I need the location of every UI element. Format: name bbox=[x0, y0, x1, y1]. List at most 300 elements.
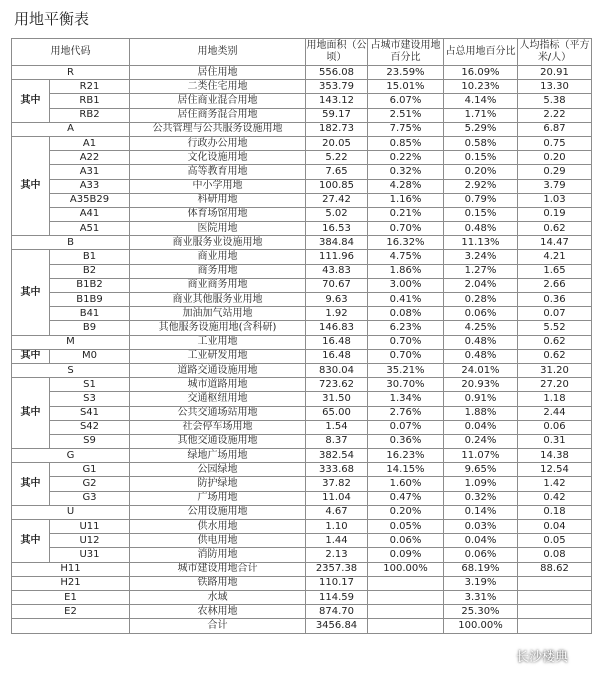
cell-area: 1.44 bbox=[306, 534, 368, 548]
cell-code: G3 bbox=[50, 491, 130, 505]
table-row bbox=[12, 293, 592, 307]
cell-pct-total: 0.58% bbox=[444, 136, 518, 150]
cell-per-capita: 4.21 bbox=[518, 250, 592, 264]
cell-pct-build: 4.28% bbox=[368, 179, 444, 193]
cell-category: 合计 bbox=[130, 619, 306, 633]
cell-pct-build: 4.75% bbox=[368, 250, 444, 264]
cell-code: S41 bbox=[50, 406, 130, 420]
cell-category: 防护绿地 bbox=[130, 477, 306, 491]
table-row bbox=[12, 548, 592, 562]
cell-code: S3 bbox=[50, 392, 130, 406]
cell-pct-build: 0.08% bbox=[368, 307, 444, 321]
cell-code: R21 bbox=[50, 80, 130, 94]
cell-pct-build: 0.09% bbox=[368, 548, 444, 562]
cell-area: 353.79 bbox=[306, 80, 368, 94]
cell-area: 3456.84 bbox=[306, 619, 368, 633]
cell-category: 公园绿地 bbox=[130, 463, 306, 477]
table-row bbox=[12, 151, 592, 165]
cell-area: 100.85 bbox=[306, 179, 368, 193]
table-row bbox=[12, 165, 592, 179]
cell-pct-build bbox=[368, 576, 444, 590]
cell-code: A1 bbox=[50, 136, 130, 150]
table-row bbox=[12, 463, 592, 477]
table-row bbox=[12, 378, 592, 392]
cell-pct-total: 1.09% bbox=[444, 477, 518, 491]
cell-code: RB1 bbox=[50, 94, 130, 108]
cell-pct-build: 23.59% bbox=[368, 66, 444, 80]
cell-area: 9.63 bbox=[306, 293, 368, 307]
cell-pct-total: 0.32% bbox=[444, 491, 518, 505]
cell-pct-build: 16.23% bbox=[368, 449, 444, 463]
cell-code: R bbox=[12, 66, 130, 80]
cell-per-capita: 13.30 bbox=[518, 80, 592, 94]
cell-category: 商业服务业设施用地 bbox=[130, 236, 306, 250]
header-code: 用地代码 bbox=[12, 39, 130, 66]
group-label: 其中 bbox=[12, 80, 50, 123]
cell-pct-build: 0.85% bbox=[368, 136, 444, 150]
table-row bbox=[12, 491, 592, 505]
cell-pct-build: 7.75% bbox=[368, 122, 444, 136]
cell-pct-total: 0.15% bbox=[444, 207, 518, 221]
cell-area: 4.67 bbox=[306, 505, 368, 519]
table-row bbox=[12, 122, 592, 136]
cell-area: 2.13 bbox=[306, 548, 368, 562]
cell-pct-total: 2.92% bbox=[444, 179, 518, 193]
cell-pct-build: 2.76% bbox=[368, 406, 444, 420]
cell-per-capita: 0.36 bbox=[518, 293, 592, 307]
cell-per-capita: 12.54 bbox=[518, 463, 592, 477]
cell-pct-total: 0.48% bbox=[444, 222, 518, 236]
cell-pct-build: 0.70% bbox=[368, 349, 444, 363]
cell-category: 高等教育用地 bbox=[130, 165, 306, 179]
cell-category: 道路交通设施用地 bbox=[130, 363, 306, 377]
cell-per-capita: 2.66 bbox=[518, 278, 592, 292]
cell-per-capita: 88.62 bbox=[518, 562, 592, 576]
cell-area: 7.65 bbox=[306, 165, 368, 179]
cell-pct-total: 0.48% bbox=[444, 349, 518, 363]
cell-pct-total: 3.31% bbox=[444, 590, 518, 604]
cell-code: B1B2 bbox=[50, 278, 130, 292]
cell-pct-build bbox=[368, 619, 444, 633]
cell-per-capita: 0.07 bbox=[518, 307, 592, 321]
cell-area: 27.42 bbox=[306, 193, 368, 207]
cell-category: 公共交通场站用地 bbox=[130, 406, 306, 420]
cell-category: 工业研发用地 bbox=[130, 349, 306, 363]
cell-category: 商业商务用地 bbox=[130, 278, 306, 292]
table-row bbox=[12, 80, 592, 94]
cell-code: U12 bbox=[50, 534, 130, 548]
cell-per-capita: 27.20 bbox=[518, 378, 592, 392]
cell-area: 1.54 bbox=[306, 420, 368, 434]
table-row bbox=[12, 193, 592, 207]
cell-area: 114.59 bbox=[306, 590, 368, 604]
watermark-text: 长沙楼典 bbox=[515, 650, 568, 665]
cell-pct-build: 35.21% bbox=[368, 363, 444, 377]
cell-pct-build: 2.51% bbox=[368, 108, 444, 122]
cell-pct-build: 16.32% bbox=[368, 236, 444, 250]
cell-category: 工业用地 bbox=[130, 335, 306, 349]
group-label: 其中 bbox=[12, 349, 50, 363]
cell-pct-total: 0.79% bbox=[444, 193, 518, 207]
cell-pct-total: 11.07% bbox=[444, 449, 518, 463]
cell-pct-build: 6.07% bbox=[368, 94, 444, 108]
cell-category: 中小学用地 bbox=[130, 179, 306, 193]
cell-per-capita: 0.62 bbox=[518, 349, 592, 363]
cell-per-capita: 6.87 bbox=[518, 122, 592, 136]
page-title: 用地平衡表 bbox=[14, 10, 90, 28]
table-row bbox=[12, 264, 592, 278]
cell-pct-total: 0.28% bbox=[444, 293, 518, 307]
cell-code: H11 bbox=[12, 562, 130, 576]
cell-code: E1 bbox=[12, 590, 130, 604]
cell-area: 37.82 bbox=[306, 477, 368, 491]
cell-pct-build: 0.22% bbox=[368, 151, 444, 165]
cell-category: 广场用地 bbox=[130, 491, 306, 505]
cell-area: 31.50 bbox=[306, 392, 368, 406]
cell-code: B1B9 bbox=[50, 293, 130, 307]
cell-pct-build: 0.21% bbox=[368, 207, 444, 221]
cell-pct-build bbox=[368, 590, 444, 604]
cell-pct-build: 30.70% bbox=[368, 378, 444, 392]
cell-pct-build: 1.34% bbox=[368, 392, 444, 406]
cell-area: 11.04 bbox=[306, 491, 368, 505]
header-category: 用地类别 bbox=[130, 39, 306, 66]
cell-per-capita: 0.62 bbox=[518, 222, 592, 236]
cell-category: 商业其他服务业用地 bbox=[130, 293, 306, 307]
cell-category: 水域 bbox=[130, 590, 306, 604]
table-row bbox=[12, 321, 592, 335]
cell-area: 556.08 bbox=[306, 66, 368, 80]
cell-per-capita: 31.20 bbox=[518, 363, 592, 377]
cell-category: 文化设施用地 bbox=[130, 151, 306, 165]
cell-area: 874.70 bbox=[306, 605, 368, 619]
cell-category: 城市道路用地 bbox=[130, 378, 306, 392]
table-row bbox=[12, 619, 592, 633]
cell-code: S1 bbox=[50, 378, 130, 392]
cell-area: 830.04 bbox=[306, 363, 368, 377]
cell-code: U bbox=[12, 505, 130, 519]
table-row bbox=[12, 363, 592, 377]
cell-pct-build: 0.07% bbox=[368, 420, 444, 434]
table-header-row bbox=[12, 39, 592, 66]
cell-category: 体育场馆用地 bbox=[130, 207, 306, 221]
cell-per-capita: 5.52 bbox=[518, 321, 592, 335]
cell-area: 384.84 bbox=[306, 236, 368, 250]
table-row bbox=[12, 222, 592, 236]
cell-pct-total: 1.71% bbox=[444, 108, 518, 122]
cell-code bbox=[12, 619, 130, 633]
cell-code: G1 bbox=[50, 463, 130, 477]
table-row bbox=[12, 605, 592, 619]
cell-code: S bbox=[12, 363, 130, 377]
cell-area: 65.00 bbox=[306, 406, 368, 420]
cell-code: A31 bbox=[50, 165, 130, 179]
cell-category: 供电用地 bbox=[130, 534, 306, 548]
table-row bbox=[12, 449, 592, 463]
cell-area: 43.83 bbox=[306, 264, 368, 278]
cell-category: 居住用地 bbox=[130, 66, 306, 80]
cell-area: 16.48 bbox=[306, 349, 368, 363]
cell-area: 5.22 bbox=[306, 151, 368, 165]
table-body bbox=[12, 39, 592, 634]
cell-pct-build: 0.70% bbox=[368, 335, 444, 349]
cell-pct-total: 0.06% bbox=[444, 307, 518, 321]
cell-area: 333.68 bbox=[306, 463, 368, 477]
cell-area: 5.02 bbox=[306, 207, 368, 221]
group-label: 其中 bbox=[12, 463, 50, 506]
cell-category: 绿地广场用地 bbox=[130, 449, 306, 463]
cell-category: 二类住宅用地 bbox=[130, 80, 306, 94]
cell-pct-build: 3.00% bbox=[368, 278, 444, 292]
cell-per-capita: 3.79 bbox=[518, 179, 592, 193]
cell-per-capita: 5.38 bbox=[518, 94, 592, 108]
cell-per-capita: 0.20 bbox=[518, 151, 592, 165]
cell-per-capita: 14.38 bbox=[518, 449, 592, 463]
cell-code: B41 bbox=[50, 307, 130, 321]
group-label: 其中 bbox=[12, 378, 50, 449]
cell-pct-total: 100.00% bbox=[444, 619, 518, 633]
cell-category: 公共管理与公共服务设施用地 bbox=[130, 122, 306, 136]
cell-area: 111.96 bbox=[306, 250, 368, 264]
cell-pct-build: 0.32% bbox=[368, 165, 444, 179]
cell-per-capita: 0.19 bbox=[518, 207, 592, 221]
table-row bbox=[12, 136, 592, 150]
cell-pct-total: 9.65% bbox=[444, 463, 518, 477]
table-row bbox=[12, 236, 592, 250]
cell-pct-total: 2.04% bbox=[444, 278, 518, 292]
table-row bbox=[12, 335, 592, 349]
table-row bbox=[12, 349, 592, 363]
cell-per-capita bbox=[518, 590, 592, 604]
cell-category: 铁路用地 bbox=[130, 576, 306, 590]
header-area: 用地面积（公顷） bbox=[306, 39, 368, 66]
cell-per-capita: 0.29 bbox=[518, 165, 592, 179]
cell-code: RB2 bbox=[50, 108, 130, 122]
cell-pct-build: 0.20% bbox=[368, 505, 444, 519]
cell-per-capita: 0.04 bbox=[518, 520, 592, 534]
cell-category: 商业用地 bbox=[130, 250, 306, 264]
cell-per-capita: 0.75 bbox=[518, 136, 592, 150]
cell-area: 723.62 bbox=[306, 378, 368, 392]
cell-category: 医院用地 bbox=[130, 222, 306, 236]
cell-pct-total: 0.03% bbox=[444, 520, 518, 534]
cell-code: A bbox=[12, 122, 130, 136]
cell-per-capita: 0.42 bbox=[518, 491, 592, 505]
cell-pct-total: 3.19% bbox=[444, 576, 518, 590]
cell-area: 143.12 bbox=[306, 94, 368, 108]
table-row bbox=[12, 477, 592, 491]
group-label: 其中 bbox=[12, 136, 50, 235]
cell-pct-total: 0.91% bbox=[444, 392, 518, 406]
table-row bbox=[12, 307, 592, 321]
cell-area: 1.10 bbox=[306, 520, 368, 534]
cell-code: G2 bbox=[50, 477, 130, 491]
cell-pct-total: 0.14% bbox=[444, 505, 518, 519]
table-row bbox=[12, 108, 592, 122]
land-use-balance-table bbox=[11, 38, 592, 634]
cell-code: U11 bbox=[50, 520, 130, 534]
cell-area: 16.53 bbox=[306, 222, 368, 236]
cell-pct-build: 0.41% bbox=[368, 293, 444, 307]
cell-code: H21 bbox=[12, 576, 130, 590]
cell-per-capita: 0.31 bbox=[518, 434, 592, 448]
table-row bbox=[12, 66, 592, 80]
cell-pct-total: 25.30% bbox=[444, 605, 518, 619]
cell-per-capita: 0.08 bbox=[518, 548, 592, 562]
cell-category: 居住商务混合用地 bbox=[130, 108, 306, 122]
table-row bbox=[12, 434, 592, 448]
cell-pct-total: 16.09% bbox=[444, 66, 518, 80]
cell-pct-build: 1.60% bbox=[368, 477, 444, 491]
cell-code: M bbox=[12, 335, 130, 349]
header-pct-build: 占城市建设用地百分比 bbox=[368, 39, 444, 66]
group-label: 其中 bbox=[12, 520, 50, 563]
table-row bbox=[12, 207, 592, 221]
cell-code: A51 bbox=[50, 222, 130, 236]
cell-per-capita: 0.05 bbox=[518, 534, 592, 548]
cell-category: 社会停车场用地 bbox=[130, 420, 306, 434]
header-pct-total: 占总用地百分比 bbox=[444, 39, 518, 66]
cell-pct-total: 24.01% bbox=[444, 363, 518, 377]
cell-code: A33 bbox=[50, 179, 130, 193]
cell-pct-build: 0.06% bbox=[368, 534, 444, 548]
cell-pct-total: 0.15% bbox=[444, 151, 518, 165]
cell-per-capita: 2.44 bbox=[518, 406, 592, 420]
cell-pct-build: 0.70% bbox=[368, 222, 444, 236]
cell-pct-build: 6.23% bbox=[368, 321, 444, 335]
cell-category: 加油加气站用地 bbox=[130, 307, 306, 321]
cell-code: G bbox=[12, 449, 130, 463]
cell-pct-total: 0.04% bbox=[444, 534, 518, 548]
cell-pct-total: 4.14% bbox=[444, 94, 518, 108]
cell-pct-build: 15.01% bbox=[368, 80, 444, 94]
cell-category: 农林用地 bbox=[130, 605, 306, 619]
cell-pct-total: 5.29% bbox=[444, 122, 518, 136]
cell-code: S42 bbox=[50, 420, 130, 434]
table-row bbox=[12, 576, 592, 590]
cell-pct-total: 1.88% bbox=[444, 406, 518, 420]
table-row bbox=[12, 179, 592, 193]
cell-per-capita: 20.91 bbox=[518, 66, 592, 80]
cell-code: A35B29 bbox=[50, 193, 130, 207]
table-row bbox=[12, 520, 592, 534]
cell-code: B2 bbox=[50, 264, 130, 278]
cell-area: 59.17 bbox=[306, 108, 368, 122]
cell-per-capita: 1.42 bbox=[518, 477, 592, 491]
table-row bbox=[12, 590, 592, 604]
table-row bbox=[12, 420, 592, 434]
cell-code: S9 bbox=[50, 434, 130, 448]
cell-code: E2 bbox=[12, 605, 130, 619]
cell-area: 70.67 bbox=[306, 278, 368, 292]
cell-per-capita: 0.18 bbox=[518, 505, 592, 519]
cell-pct-build: 0.47% bbox=[368, 491, 444, 505]
table-row bbox=[12, 392, 592, 406]
cell-pct-total: 68.19% bbox=[444, 562, 518, 576]
header-per-capita: 人均指标（平方米/人） bbox=[518, 39, 592, 66]
cell-pct-total: 4.25% bbox=[444, 321, 518, 335]
cell-per-capita bbox=[518, 619, 592, 633]
cell-code: A41 bbox=[50, 207, 130, 221]
cell-area: 110.17 bbox=[306, 576, 368, 590]
cell-area: 182.73 bbox=[306, 122, 368, 136]
cell-pct-build bbox=[368, 605, 444, 619]
wechat-icon bbox=[494, 649, 512, 663]
cell-area: 8.37 bbox=[306, 434, 368, 448]
watermark bbox=[494, 646, 568, 665]
cell-code: A22 bbox=[50, 151, 130, 165]
cell-category: 供水用地 bbox=[130, 520, 306, 534]
cell-area: 146.83 bbox=[306, 321, 368, 335]
cell-pct-total: 0.20% bbox=[444, 165, 518, 179]
cell-area: 16.48 bbox=[306, 335, 368, 349]
cell-per-capita: 14.47 bbox=[518, 236, 592, 250]
cell-area: 20.05 bbox=[306, 136, 368, 150]
table-row bbox=[12, 94, 592, 108]
cell-pct-total: 0.48% bbox=[444, 335, 518, 349]
cell-pct-build: 1.86% bbox=[368, 264, 444, 278]
cell-area: 382.54 bbox=[306, 449, 368, 463]
cell-category: 科研用地 bbox=[130, 193, 306, 207]
cell-code: U31 bbox=[50, 548, 130, 562]
table-row bbox=[12, 406, 592, 420]
cell-category: 其他交通设施用地 bbox=[130, 434, 306, 448]
table-row bbox=[12, 278, 592, 292]
cell-per-capita: 0.62 bbox=[518, 335, 592, 349]
table-row bbox=[12, 534, 592, 548]
cell-category: 其他服务设施用地(含科研) bbox=[130, 321, 306, 335]
cell-per-capita: 2.22 bbox=[518, 108, 592, 122]
cell-code: B1 bbox=[50, 250, 130, 264]
cell-pct-build: 1.16% bbox=[368, 193, 444, 207]
cell-category: 商务用地 bbox=[130, 264, 306, 278]
cell-pct-total: 1.27% bbox=[444, 264, 518, 278]
cell-pct-total: 11.13% bbox=[444, 236, 518, 250]
group-label: 其中 bbox=[12, 250, 50, 335]
cell-pct-total: 0.24% bbox=[444, 434, 518, 448]
cell-pct-total: 0.06% bbox=[444, 548, 518, 562]
cell-code: B9 bbox=[50, 321, 130, 335]
cell-code: B bbox=[12, 236, 130, 250]
cell-category: 消防用地 bbox=[130, 548, 306, 562]
cell-pct-build: 0.36% bbox=[368, 434, 444, 448]
cell-pct-total: 10.23% bbox=[444, 80, 518, 94]
cell-pct-total: 3.24% bbox=[444, 250, 518, 264]
cell-category: 城市建设用地合计 bbox=[130, 562, 306, 576]
cell-category: 交通枢纽用地 bbox=[130, 392, 306, 406]
cell-per-capita bbox=[518, 576, 592, 590]
cell-per-capita: 1.18 bbox=[518, 392, 592, 406]
cell-per-capita: 1.65 bbox=[518, 264, 592, 278]
cell-per-capita: 0.06 bbox=[518, 420, 592, 434]
cell-pct-total: 20.93% bbox=[444, 378, 518, 392]
cell-category: 居住商业混合用地 bbox=[130, 94, 306, 108]
cell-area: 1.92 bbox=[306, 307, 368, 321]
table-row bbox=[12, 250, 592, 264]
cell-per-capita: 1.03 bbox=[518, 193, 592, 207]
cell-pct-total: 0.04% bbox=[444, 420, 518, 434]
cell-category: 公用设施用地 bbox=[130, 505, 306, 519]
cell-code: M0 bbox=[50, 349, 130, 363]
cell-category: 行政办公用地 bbox=[130, 136, 306, 150]
cell-pct-build: 14.15% bbox=[368, 463, 444, 477]
cell-pct-build: 0.05% bbox=[368, 520, 444, 534]
cell-pct-build: 100.00% bbox=[368, 562, 444, 576]
table-row bbox=[12, 505, 592, 519]
table-row bbox=[12, 562, 592, 576]
cell-per-capita bbox=[518, 605, 592, 619]
cell-area: 2357.38 bbox=[306, 562, 368, 576]
